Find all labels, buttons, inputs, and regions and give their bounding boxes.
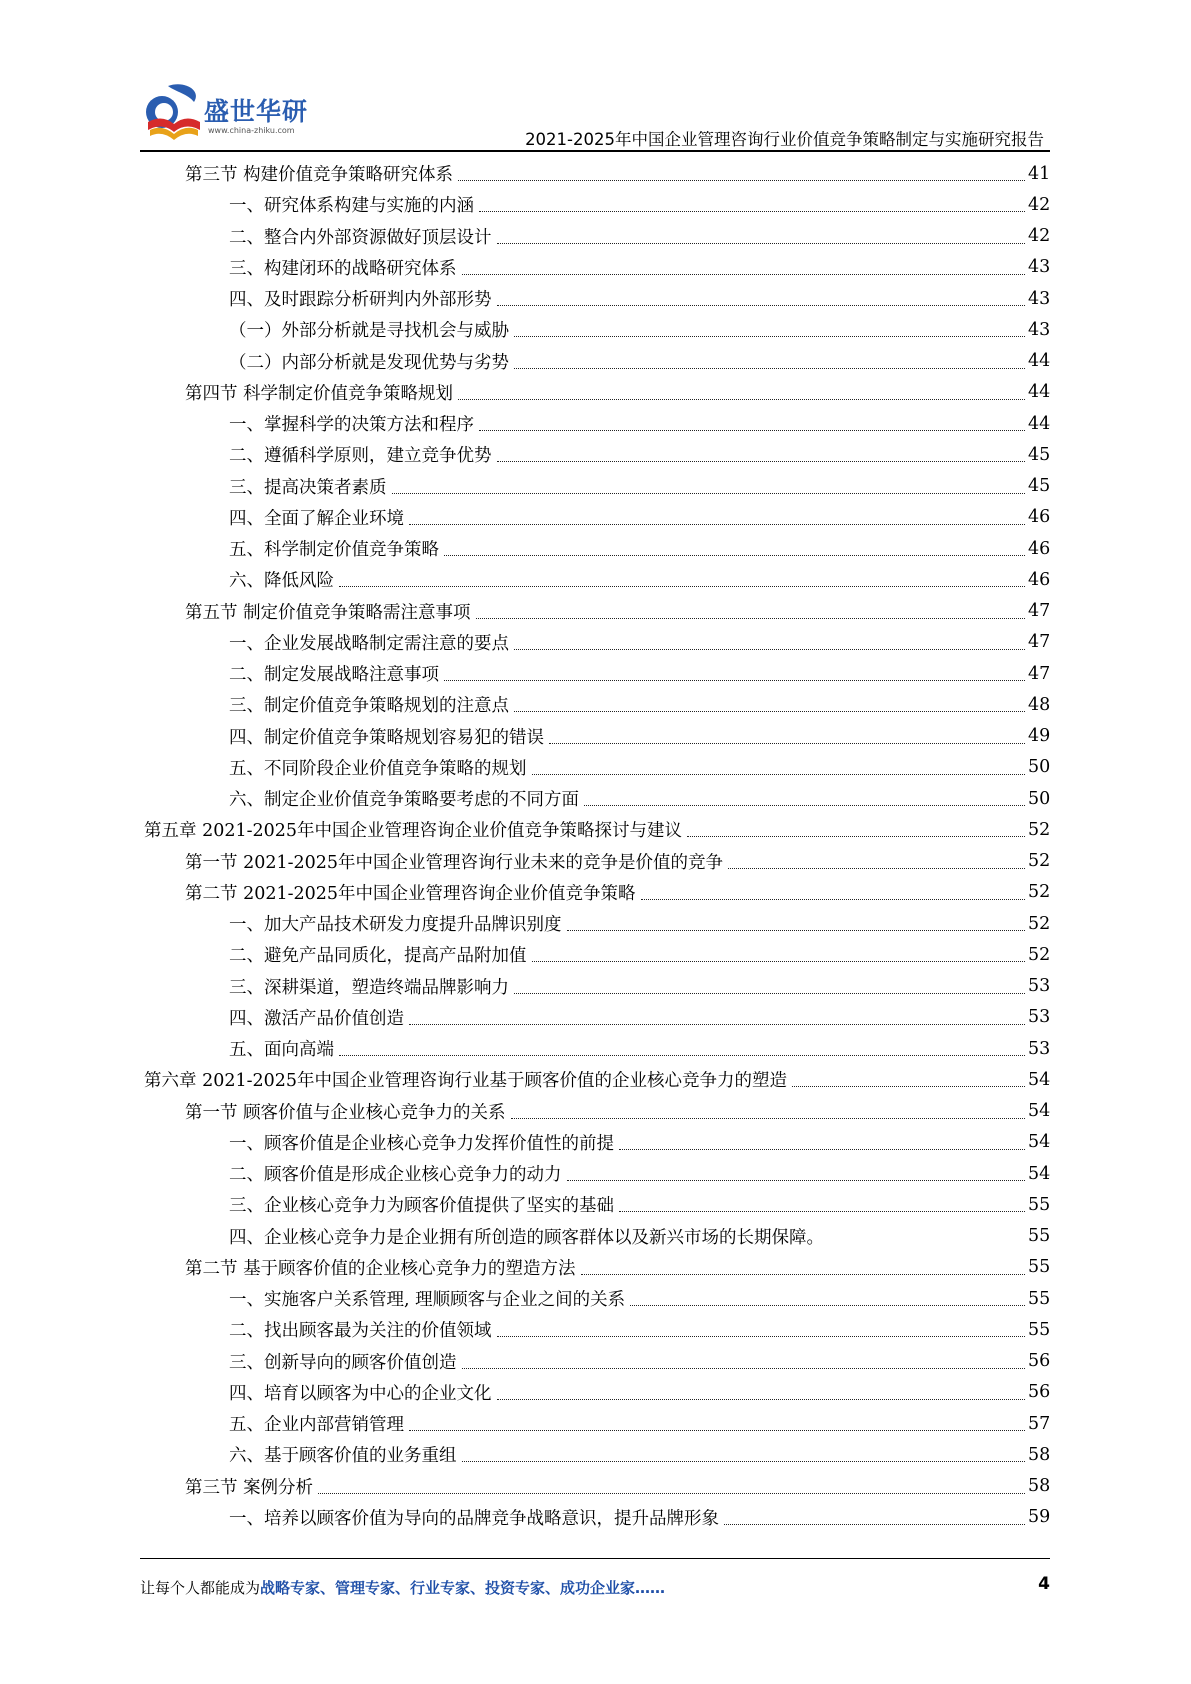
toc-entry-label: 二、找出顾客最为关注的价值领域 bbox=[229, 1321, 492, 1342]
footer-slogan bbox=[140, 1577, 665, 1598]
toc-entry[interactable] bbox=[140, 1002, 1050, 1033]
toc-entry-label: 三、构建闭环的战略研究体系 bbox=[229, 258, 457, 279]
toc-entry-page: 52 bbox=[1028, 944, 1051, 965]
toc-entry[interactable] bbox=[140, 1283, 1050, 1314]
toc-entry-page: 54 bbox=[1028, 1163, 1051, 1184]
toc-entry-page: 45 bbox=[1028, 444, 1051, 465]
toc-entry-page: 55 bbox=[1028, 1194, 1051, 1215]
toc-dot-leader bbox=[641, 899, 1025, 900]
toc-entry[interactable] bbox=[140, 1064, 1050, 1095]
toc-entry-label: 第六章 2021-2025年中国企业管理咨询行业基于顾客价值的企业核心竞争力的塑造 bbox=[144, 1071, 788, 1092]
toc-dot-leader bbox=[462, 274, 1026, 275]
toc-dot-leader bbox=[339, 586, 1025, 587]
report-title: 2021-2025年中国企业管理咨询行业价值竞争策略制定与实施研究报告 bbox=[525, 130, 1044, 149]
logo-mark-icon bbox=[140, 78, 210, 150]
toc-entry[interactable] bbox=[140, 158, 1050, 189]
toc-dot-leader bbox=[728, 868, 1025, 869]
toc-entry[interactable] bbox=[140, 1346, 1050, 1377]
toc-entry-label: 四、全面了解企业环境 bbox=[229, 508, 404, 529]
toc-dot-leader bbox=[567, 930, 1026, 931]
toc-entry-page: 47 bbox=[1028, 601, 1051, 622]
toc-entry-label: 三、企业核心竞争力为顾客价值提供了坚实的基础 bbox=[229, 1196, 614, 1217]
toc-dot-leader bbox=[497, 305, 1026, 306]
toc-dot-leader bbox=[514, 368, 1025, 369]
toc-entry[interactable] bbox=[140, 439, 1050, 470]
toc-dot-leader bbox=[409, 1430, 1025, 1431]
toc-entry[interactable] bbox=[140, 1221, 1050, 1252]
toc-entry-page: 54 bbox=[1028, 1069, 1051, 1090]
footer-divider bbox=[140, 1558, 1050, 1559]
toc-entry[interactable] bbox=[140, 596, 1050, 627]
toc-entry-label: 三、提高决策者素质 bbox=[229, 477, 387, 498]
toc-entry[interactable] bbox=[140, 846, 1050, 877]
toc-entry-page: 44 bbox=[1028, 351, 1051, 372]
toc-entry-label: 一、顾客价值是企业核心竞争力发挥价值性的前提 bbox=[229, 1133, 614, 1154]
toc-dot-leader bbox=[497, 1336, 1026, 1337]
toc-entry-page: 53 bbox=[1028, 1038, 1051, 1059]
toc-entry-page: 49 bbox=[1028, 726, 1051, 747]
toc-entry-page: 50 bbox=[1028, 757, 1051, 778]
toc-entry[interactable] bbox=[140, 627, 1050, 658]
toc-entry-label: 五、科学制定价值竞争策略 bbox=[229, 540, 439, 561]
toc-entry-page: 53 bbox=[1028, 1007, 1051, 1028]
toc-entry-label: 五、不同阶段企业价值竞争策略的规划 bbox=[229, 758, 527, 779]
toc-entry-page: 56 bbox=[1028, 1382, 1051, 1403]
toc-entry[interactable] bbox=[140, 564, 1050, 595]
toc-dot-leader bbox=[514, 711, 1025, 712]
toc-entry-label: 第四节 科学制定价值竞争策略规划 bbox=[185, 383, 454, 404]
toc-dot-leader bbox=[409, 524, 1025, 525]
toc-dot-leader bbox=[339, 1055, 1025, 1056]
toc-entry-label: 一、加大产品技术研发力度提升品牌识别度 bbox=[229, 915, 562, 936]
toc-dot-leader bbox=[630, 1305, 1025, 1306]
toc-entry-label: 六、基于顾客价值的业务重组 bbox=[229, 1446, 457, 1467]
toc-dot-leader bbox=[511, 1118, 1025, 1119]
toc-dot-leader bbox=[619, 1211, 1025, 1212]
toc-entry-page: 58 bbox=[1028, 1476, 1051, 1497]
toc-dot-leader bbox=[549, 743, 1025, 744]
toc-entry-page: 47 bbox=[1028, 663, 1051, 684]
toc-entry-page: 55 bbox=[1028, 1319, 1051, 1340]
toc-entry[interactable] bbox=[140, 189, 1050, 220]
toc-entry-page: 44 bbox=[1028, 413, 1051, 434]
toc-entry[interactable] bbox=[140, 377, 1050, 408]
toc-entry-page: 50 bbox=[1028, 788, 1051, 809]
toc-entry-label: 第二节 2021-2025年中国企业管理咨询企业价值竞争策略 bbox=[185, 883, 636, 904]
toc-entry[interactable] bbox=[140, 314, 1050, 345]
toc-dot-leader bbox=[581, 1274, 1025, 1275]
toc-entry-label: 第一节 顾客价值与企业核心竞争力的关系 bbox=[185, 1102, 506, 1123]
toc-entry[interactable] bbox=[140, 1189, 1050, 1220]
toc-dot-leader bbox=[476, 618, 1025, 619]
table-of-contents bbox=[140, 158, 1050, 1533]
toc-entry-label: 三、制定价值竞争策略规划的注意点 bbox=[229, 696, 509, 717]
toc-entry-label: 二、避免产品同质化，提高产品附加值 bbox=[229, 946, 527, 967]
toc-entry[interactable] bbox=[140, 1377, 1050, 1408]
toc-entry-label: 二、顾客价值是形成企业核心竞争力的动力 bbox=[229, 1165, 562, 1186]
toc-entry-label: 第三节 案例分析 bbox=[185, 1477, 314, 1498]
toc-entry-page: 53 bbox=[1028, 976, 1051, 997]
toc-entry-page: 59 bbox=[1028, 1507, 1051, 1528]
toc-dot-leader bbox=[462, 1461, 1026, 1462]
toc-entry-page: 43 bbox=[1028, 288, 1051, 309]
toc-entry[interactable] bbox=[140, 877, 1050, 908]
toc-entry[interactable] bbox=[140, 252, 1050, 283]
toc-entry-label: 二、遵循科学原则，建立竞争优势 bbox=[229, 446, 492, 467]
toc-entry[interactable] bbox=[140, 533, 1050, 564]
header-divider bbox=[140, 150, 1050, 152]
toc-entry[interactable] bbox=[140, 689, 1050, 720]
toc-dot-leader bbox=[458, 180, 1025, 181]
toc-entry-page: 43 bbox=[1028, 257, 1051, 278]
toc-entry-page: 42 bbox=[1028, 226, 1051, 247]
toc-entry-page: 46 bbox=[1028, 538, 1051, 559]
toc-dot-leader bbox=[497, 461, 1026, 462]
toc-entry-label: 三、深耕渠道，塑造终端品牌影响力 bbox=[229, 977, 509, 998]
toc-entry-label: 一、企业发展战略制定需注意的要点 bbox=[229, 633, 509, 654]
toc-entry-page: 54 bbox=[1028, 1132, 1051, 1153]
toc-entry-label: 四、企业核心竞争力是企业拥有所创造的顾客群体以及新兴市场的长期保障。 bbox=[229, 1227, 824, 1248]
logo-name: 盛世华研 bbox=[204, 97, 309, 126]
toc-dot-leader bbox=[514, 649, 1025, 650]
toc-entry-label: （二）内部分析就是发现优势与劣势 bbox=[229, 352, 509, 373]
toc-entry-page: 44 bbox=[1028, 382, 1051, 403]
toc-entry-page: 46 bbox=[1028, 507, 1051, 528]
toc-entry-label: 一、掌握科学的决策方法和程序 bbox=[229, 415, 474, 436]
toc-entry-page: 54 bbox=[1028, 1101, 1051, 1122]
page-number: 4 bbox=[1038, 1574, 1050, 1594]
toc-dot-leader bbox=[444, 680, 1025, 681]
toc-entry[interactable] bbox=[140, 1314, 1050, 1345]
toc-entry[interactable] bbox=[140, 814, 1050, 845]
toc-entry-page: 52 bbox=[1028, 819, 1051, 840]
toc-dot-leader bbox=[584, 805, 1025, 806]
toc-entry-page: 47 bbox=[1028, 632, 1051, 653]
toc-entry[interactable] bbox=[140, 1096, 1050, 1127]
toc-entry-label: 五、面向高端 bbox=[229, 1040, 334, 1061]
toc-entry-label: 第一节 2021-2025年中国企业管理咨询行业未来的竞争是价值的竞争 bbox=[185, 852, 724, 873]
toc-entry-page: 48 bbox=[1028, 694, 1051, 715]
toc-dot-leader bbox=[409, 1024, 1025, 1025]
toc-dot-leader bbox=[514, 993, 1025, 994]
toc-dot-leader bbox=[532, 774, 1026, 775]
toc-entry-label: 一、培养以顾客价值为导向的品牌竞争战略意识，提升品牌形象 bbox=[229, 1508, 719, 1529]
toc-entry[interactable] bbox=[140, 408, 1050, 439]
toc-entry-label: 第三节 构建价值竞争策略研究体系 bbox=[185, 165, 454, 186]
toc-entry-label: 四、培育以顾客为中心的企业文化 bbox=[229, 1383, 492, 1404]
toc-entry-page: 55 bbox=[1028, 1257, 1051, 1278]
toc-entry[interactable] bbox=[140, 658, 1050, 689]
toc-entry-page: 56 bbox=[1028, 1351, 1051, 1372]
toc-dot-leader bbox=[497, 243, 1026, 244]
toc-entry[interactable] bbox=[140, 1471, 1050, 1502]
toc-entry-label: 第五章 2021-2025年中国企业管理咨询企业价值竞争策略探讨与建议 bbox=[144, 821, 683, 842]
toc-entry-page: 42 bbox=[1028, 194, 1051, 215]
toc-entry[interactable] bbox=[140, 471, 1050, 502]
toc-entry-label: 六、制定企业价值竞争策略要考虑的不同方面 bbox=[229, 790, 579, 811]
toc-entry[interactable] bbox=[140, 283, 1050, 314]
toc-dot-leader bbox=[619, 1149, 1025, 1150]
footer-highlight: 战略专家、管理专家、行业专家、投资专家、成功企业家…… bbox=[260, 1579, 666, 1597]
toc-entry[interactable] bbox=[140, 971, 1050, 1002]
toc-entry-label: 四、制定价值竞争策略规划容易犯的错误 bbox=[229, 727, 544, 748]
toc-entry-page: 45 bbox=[1028, 476, 1051, 497]
toc-entry-page: 55 bbox=[1028, 1226, 1051, 1247]
toc-dot-leader bbox=[792, 1086, 1025, 1087]
toc-entry-page: 52 bbox=[1028, 851, 1051, 872]
toc-dot-leader bbox=[479, 211, 1025, 212]
toc-dot-leader bbox=[444, 555, 1025, 556]
toc-entry[interactable] bbox=[140, 1033, 1050, 1064]
toc-entry-label: 第二节 基于顾客价值的企业核心竞争力的塑造方法 bbox=[185, 1258, 576, 1279]
company-logo bbox=[140, 78, 310, 150]
toc-entry[interactable] bbox=[140, 221, 1050, 252]
toc-entry-label: 四、激活产品价值创造 bbox=[229, 1008, 404, 1029]
toc-entry-page: 55 bbox=[1028, 1288, 1051, 1309]
toc-entry[interactable] bbox=[140, 783, 1050, 814]
logo-url: www.china-zhiku.com bbox=[208, 126, 295, 135]
toc-entry-label: 二、制定发展战略注意事项 bbox=[229, 665, 439, 686]
toc-entry-label: 五、企业内部营销管理 bbox=[229, 1415, 404, 1436]
toc-entry[interactable] bbox=[140, 1127, 1050, 1158]
toc-entry-label: 二、整合内外部资源做好顶层设计 bbox=[229, 227, 492, 248]
toc-entry-label: 一、研究体系构建与实施的内涵 bbox=[229, 196, 474, 217]
toc-entry-page: 46 bbox=[1028, 569, 1051, 590]
toc-entry[interactable] bbox=[140, 502, 1050, 533]
toc-entry[interactable] bbox=[140, 908, 1050, 939]
toc-dot-leader bbox=[532, 961, 1026, 962]
toc-dot-leader bbox=[514, 336, 1025, 337]
toc-dot-leader bbox=[458, 399, 1025, 400]
toc-entry[interactable] bbox=[140, 1252, 1050, 1283]
toc-entry-label: （一）外部分析就是寻找机会与威胁 bbox=[229, 321, 509, 342]
toc-entry[interactable] bbox=[140, 939, 1050, 970]
toc-entry[interactable] bbox=[140, 721, 1050, 752]
toc-dot-leader bbox=[392, 493, 1026, 494]
toc-entry[interactable] bbox=[140, 1439, 1050, 1470]
toc-entry[interactable] bbox=[140, 1408, 1050, 1439]
toc-entry[interactable] bbox=[140, 1502, 1050, 1533]
toc-dot-leader bbox=[567, 1180, 1026, 1181]
toc-entry-label: 六、降低风险 bbox=[229, 571, 334, 592]
toc-dot-leader bbox=[497, 1399, 1026, 1400]
toc-entry-label: 第五节 制定价值竞争策略需注意事项 bbox=[185, 602, 471, 623]
toc-entry[interactable] bbox=[140, 346, 1050, 377]
footer-prefix: 让每个人都能成为 bbox=[140, 1579, 261, 1597]
toc-dot-leader bbox=[724, 1524, 1025, 1525]
toc-entry-page: 41 bbox=[1028, 163, 1051, 184]
toc-entry-page: 52 bbox=[1028, 882, 1051, 903]
toc-dot-leader bbox=[318, 1493, 1025, 1494]
page-header bbox=[140, 78, 1050, 150]
toc-entry-page: 43 bbox=[1028, 319, 1051, 340]
toc-entry-page: 57 bbox=[1028, 1413, 1051, 1434]
toc-dot-leader bbox=[687, 836, 1025, 837]
toc-entry-label: 四、及时跟踪分析研判内外部形势 bbox=[229, 290, 492, 311]
toc-entry-page: 52 bbox=[1028, 913, 1051, 934]
toc-dot-leader bbox=[462, 1368, 1026, 1369]
toc-dot-leader bbox=[479, 430, 1025, 431]
toc-entry-label: 一、实施客户关系管理, 理顺顾客与企业之间的关系 bbox=[229, 1290, 626, 1311]
toc-entry[interactable] bbox=[140, 1158, 1050, 1189]
toc-entry-page: 58 bbox=[1028, 1444, 1051, 1465]
toc-entry[interactable] bbox=[140, 752, 1050, 783]
toc-entry-label: 三、创新导向的顾客价值创造 bbox=[229, 1352, 457, 1373]
